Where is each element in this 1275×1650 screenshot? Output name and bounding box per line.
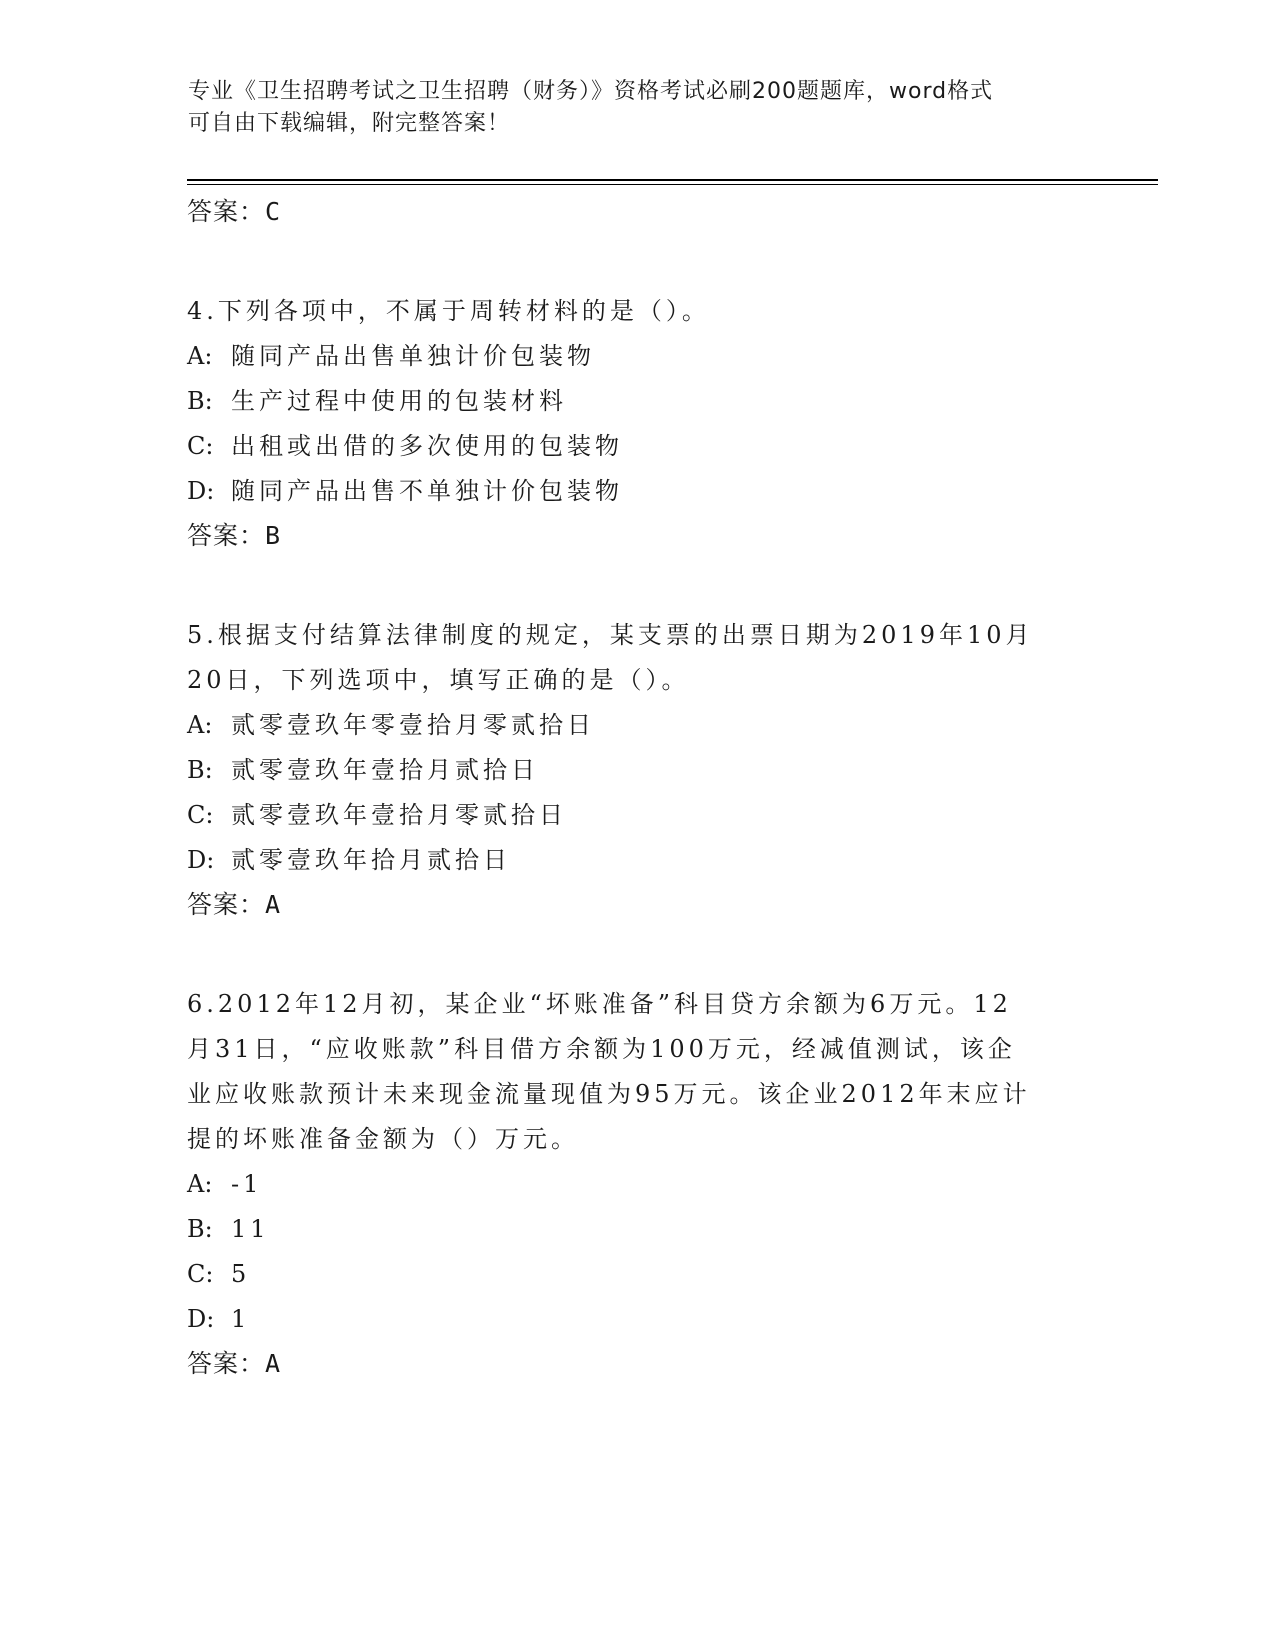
answer-label: 答案：: [187, 197, 266, 226]
option-text: 生产过程中使用的包装材料: [231, 387, 567, 415]
option-text: 贰零壹玖年壹拾月零贰拾日: [231, 801, 567, 829]
question-block-6: [187, 982, 1087, 1386]
question-text-line-3: 业应收账款预计未来现金流量现值为95万元。该企业2012年末应计: [187, 1080, 1031, 1108]
answer-label: 答案：: [187, 890, 266, 919]
header-line-2: 可自由下载编辑，附完整答案！: [188, 111, 511, 136]
spacer: [187, 558, 1087, 613]
option-text: 11: [231, 1215, 270, 1243]
option-text: 贰零壹玖年拾月贰拾日: [231, 846, 511, 874]
option-label: C:: [187, 801, 214, 829]
option-label: D:: [187, 477, 215, 505]
document-header: [188, 76, 1088, 140]
question-text-line-4: 提的坏账准备金额为（）万元。: [187, 1125, 579, 1153]
option-label: A:: [187, 711, 213, 739]
question-text-line-1: 6.2012年12月初，某企业“坏账准备”科目贷方余额为6万元。12: [187, 990, 1012, 1018]
answer-value: A: [265, 1349, 282, 1378]
option-label: A:: [187, 1170, 213, 1198]
question-text-line-2: 20日，下列选项中，填写正确的是（）。: [187, 666, 690, 694]
document-body: [187, 190, 1087, 1386]
answer-value: C: [265, 197, 282, 226]
option-text: 贰零壹玖年壹拾月贰拾日: [231, 756, 539, 784]
option-c: [187, 424, 1087, 469]
question-text-line-2: 月31日，“应收账款”科目借方余额为100万元，经减值测试，该企: [187, 1035, 1016, 1063]
answer-line: [187, 1342, 1087, 1386]
option-label: C:: [187, 1260, 214, 1288]
question-text: 4.下列各项中，不属于周转材料的是（）。: [187, 297, 710, 325]
option-d: [187, 838, 1087, 883]
option-label: A:: [187, 342, 213, 370]
question-block-5: [187, 613, 1087, 927]
answer-line: [187, 883, 1087, 927]
question-text-line-1: 5.根据支付结算法律制度的规定，某支票的出票日期为2019年10月: [187, 621, 1034, 649]
answer-value: A: [265, 890, 282, 919]
option-label: B:: [187, 756, 213, 784]
option-c: [187, 793, 1087, 838]
answer-line: [187, 514, 1087, 558]
option-a: [187, 1162, 1087, 1207]
option-text: 5: [231, 1260, 251, 1288]
option-b: [187, 379, 1087, 424]
question-block-4: [187, 289, 1087, 558]
option-a: [187, 334, 1087, 379]
option-d: [187, 469, 1087, 514]
spacer: [187, 234, 1087, 289]
option-text: 出租或出借的多次使用的包装物: [231, 432, 623, 460]
option-a: [187, 703, 1087, 748]
answer-label: 答案：: [187, 521, 266, 550]
answer-line-q3: [187, 190, 1087, 234]
header-divider-thin: [187, 184, 1158, 185]
option-text: 随同产品出售单独计价包装物: [231, 342, 595, 370]
option-text: 1: [231, 1305, 251, 1333]
option-c: [187, 1252, 1087, 1297]
option-text: -1: [231, 1170, 263, 1198]
option-label: D:: [187, 846, 215, 874]
option-text: 贰零壹玖年零壹拾月零贰拾日: [231, 711, 595, 739]
option-d: [187, 1297, 1087, 1342]
header-line-1: 专业《卫生招聘考试之卫生招聘（财务）》资格考试必刷200题题库，word格式: [188, 79, 994, 104]
answer-value: B: [265, 521, 282, 550]
answer-label: 答案：: [187, 1349, 266, 1378]
option-label: C:: [187, 432, 214, 460]
option-label: B:: [187, 387, 213, 415]
option-text: 随同产品出售不单独计价包装物: [231, 477, 623, 505]
option-label: D:: [187, 1305, 215, 1333]
option-b: [187, 1207, 1087, 1252]
spacer: [187, 927, 1087, 982]
header-divider-thick: [187, 179, 1158, 181]
option-label: B:: [187, 1215, 213, 1243]
option-b: [187, 748, 1087, 793]
